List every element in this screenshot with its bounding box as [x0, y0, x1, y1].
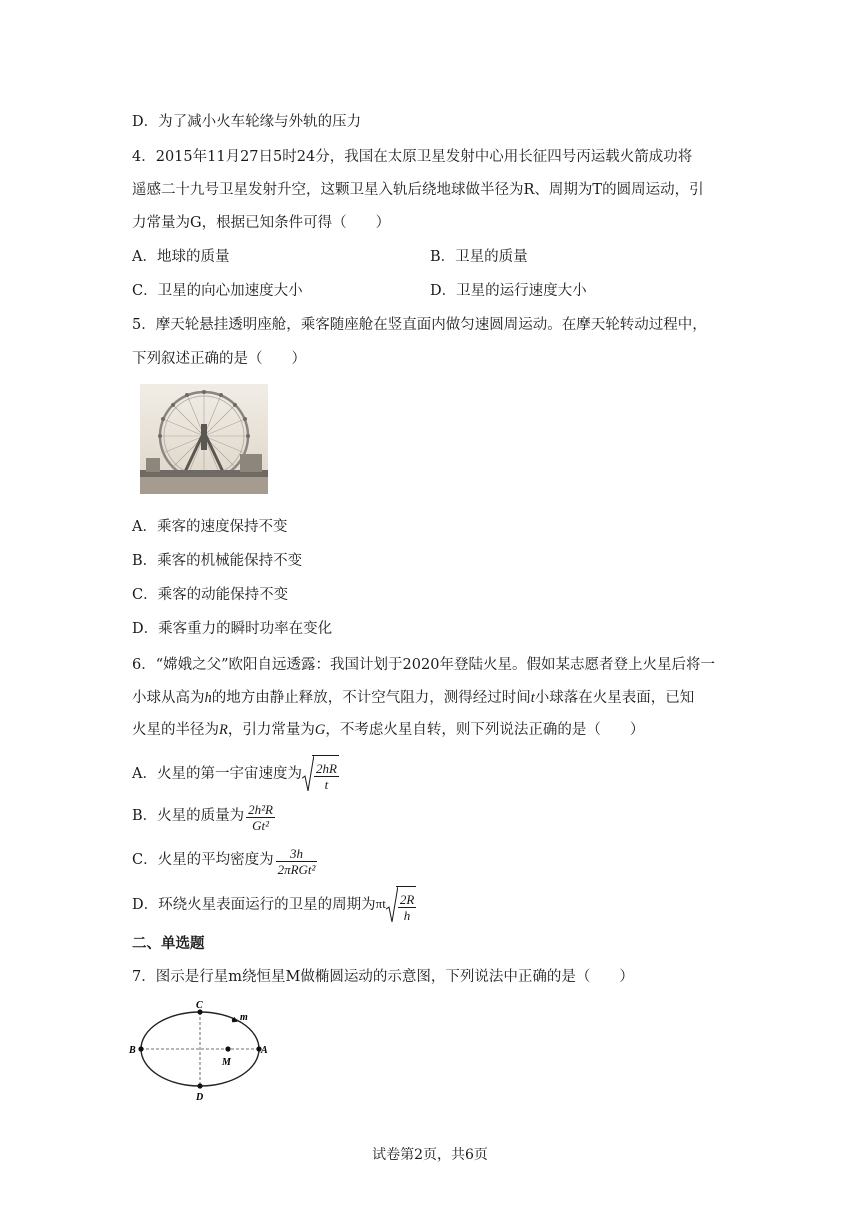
q4-option-c: C．卫星的向心加速度大小 — [132, 283, 303, 299]
formula-denominator: h — [403, 907, 411, 923]
formula-denominator: Gt² — [252, 817, 270, 833]
q4-option-d: D．卫星的运行速度大小 — [430, 283, 587, 299]
q6-text: ，引力常量为 — [227, 722, 315, 738]
ferris-wheel-photo — [140, 384, 268, 494]
section-heading: 二、单选题 — [132, 935, 205, 952]
q6-stem-line3 — [132, 720, 644, 740]
q6-option-d — [132, 886, 416, 924]
formula-numerator: 3h — [276, 846, 318, 862]
q5-option-a: A．乘客的速度保持不变 — [132, 519, 288, 535]
formula-denominator: t — [324, 776, 329, 792]
q4-option-a: A．地球的质量 — [132, 249, 230, 265]
q5-option-c: C．乘客的动能保持不变 — [132, 587, 289, 603]
label-C: C — [196, 1000, 203, 1011]
q6-text: 小球落在火星表面，已知 — [534, 690, 695, 706]
q6-option-b-formula — [244, 798, 275, 834]
q4-option-b: B．卫星的质量 — [430, 249, 528, 265]
q6-option-c-text: C．火星的平均密度为 — [132, 852, 274, 868]
q4-stem-line2: 遥感二十九号卫星发射升空，这颗卫星入轨后绕地球做半径为R、周期为T的圆周运动，引 — [132, 182, 704, 198]
q6-text: ，不考虑火星自转，则下列说法正确的是（ ） — [325, 722, 645, 738]
ellipse-orbit-diagram — [126, 996, 272, 1102]
q6-option-c — [132, 842, 317, 878]
var-t: t — [530, 690, 535, 706]
formula-numerator: 2R — [399, 891, 415, 907]
label-m: m — [240, 1012, 248, 1023]
var-h: h — [204, 690, 212, 706]
q6-option-b — [132, 798, 275, 834]
q6-option-c-formula — [274, 842, 318, 878]
q5-option-d: D．乘客重力的瞬时功率在变化 — [132, 621, 333, 637]
q6-option-b-text: B．火星的质量为 — [132, 808, 245, 824]
formula-numerator: 2h²R — [248, 801, 273, 817]
label-A: A — [261, 1045, 268, 1056]
q5-stem-line2: 下列叙述正确的是（ ） — [132, 351, 306, 367]
q6-stem-line2 — [132, 688, 694, 708]
q6-option-a-text: A．火星的第一宇宙速度为 — [132, 766, 302, 783]
q6-option-d-formula — [376, 886, 417, 924]
q6-text: 小球从高为 — [132, 690, 205, 706]
label-D: D — [196, 1092, 204, 1102]
q6-option-a-formula — [302, 755, 339, 793]
q7-stem-line1: 7．图示是行星m绕恒星M做椭圆运动的示意图，下列说法中正确的是（ ） — [132, 969, 634, 985]
formula-prefix: πt — [375, 896, 386, 911]
label-M: M — [222, 1057, 231, 1068]
q6-option-d-text: D．环绕火星表面运行的卫星的周期为 — [132, 897, 376, 914]
q5-stem-line1: 5．摩天轮悬挂透明座舱，乘客随座舱在竖直面内做匀速圆周运动。在摩天轮转动过程中， — [132, 317, 707, 333]
label-B: B — [129, 1045, 136, 1056]
formula-numerator: 2hR — [315, 760, 337, 776]
q6-text: 的地方由静止释放，不计空气阻力，测得经过时间 — [211, 690, 531, 706]
q6-text: 火星的半径为 — [132, 722, 219, 738]
var-G: G — [314, 722, 326, 738]
var-R: R — [219, 722, 228, 738]
q3-option-d: D．为了减小火车轮缘与外轨的压力 — [132, 114, 362, 130]
q6-stem-line1: 6．“嫦娥之父”欧阳自远透露：我国计划于2020年登陆火星。假如某志愿者登上火星后将一 — [132, 657, 715, 673]
q5-option-b: B．乘客的机械能保持不变 — [132, 553, 303, 569]
page-footer: 试卷第2页，共6页 — [372, 1147, 488, 1163]
q6-option-a — [132, 755, 339, 793]
q4-stem-line1: 4．2015年11月27日5时24分，我国在太原卫星发射中心用长征四号丙运载火箭成功将 — [132, 149, 693, 165]
formula-denominator: 2πRGt² — [277, 861, 316, 877]
q4-stem-line3: 力常量为G，根据已知条件可得（ ） — [132, 215, 391, 231]
